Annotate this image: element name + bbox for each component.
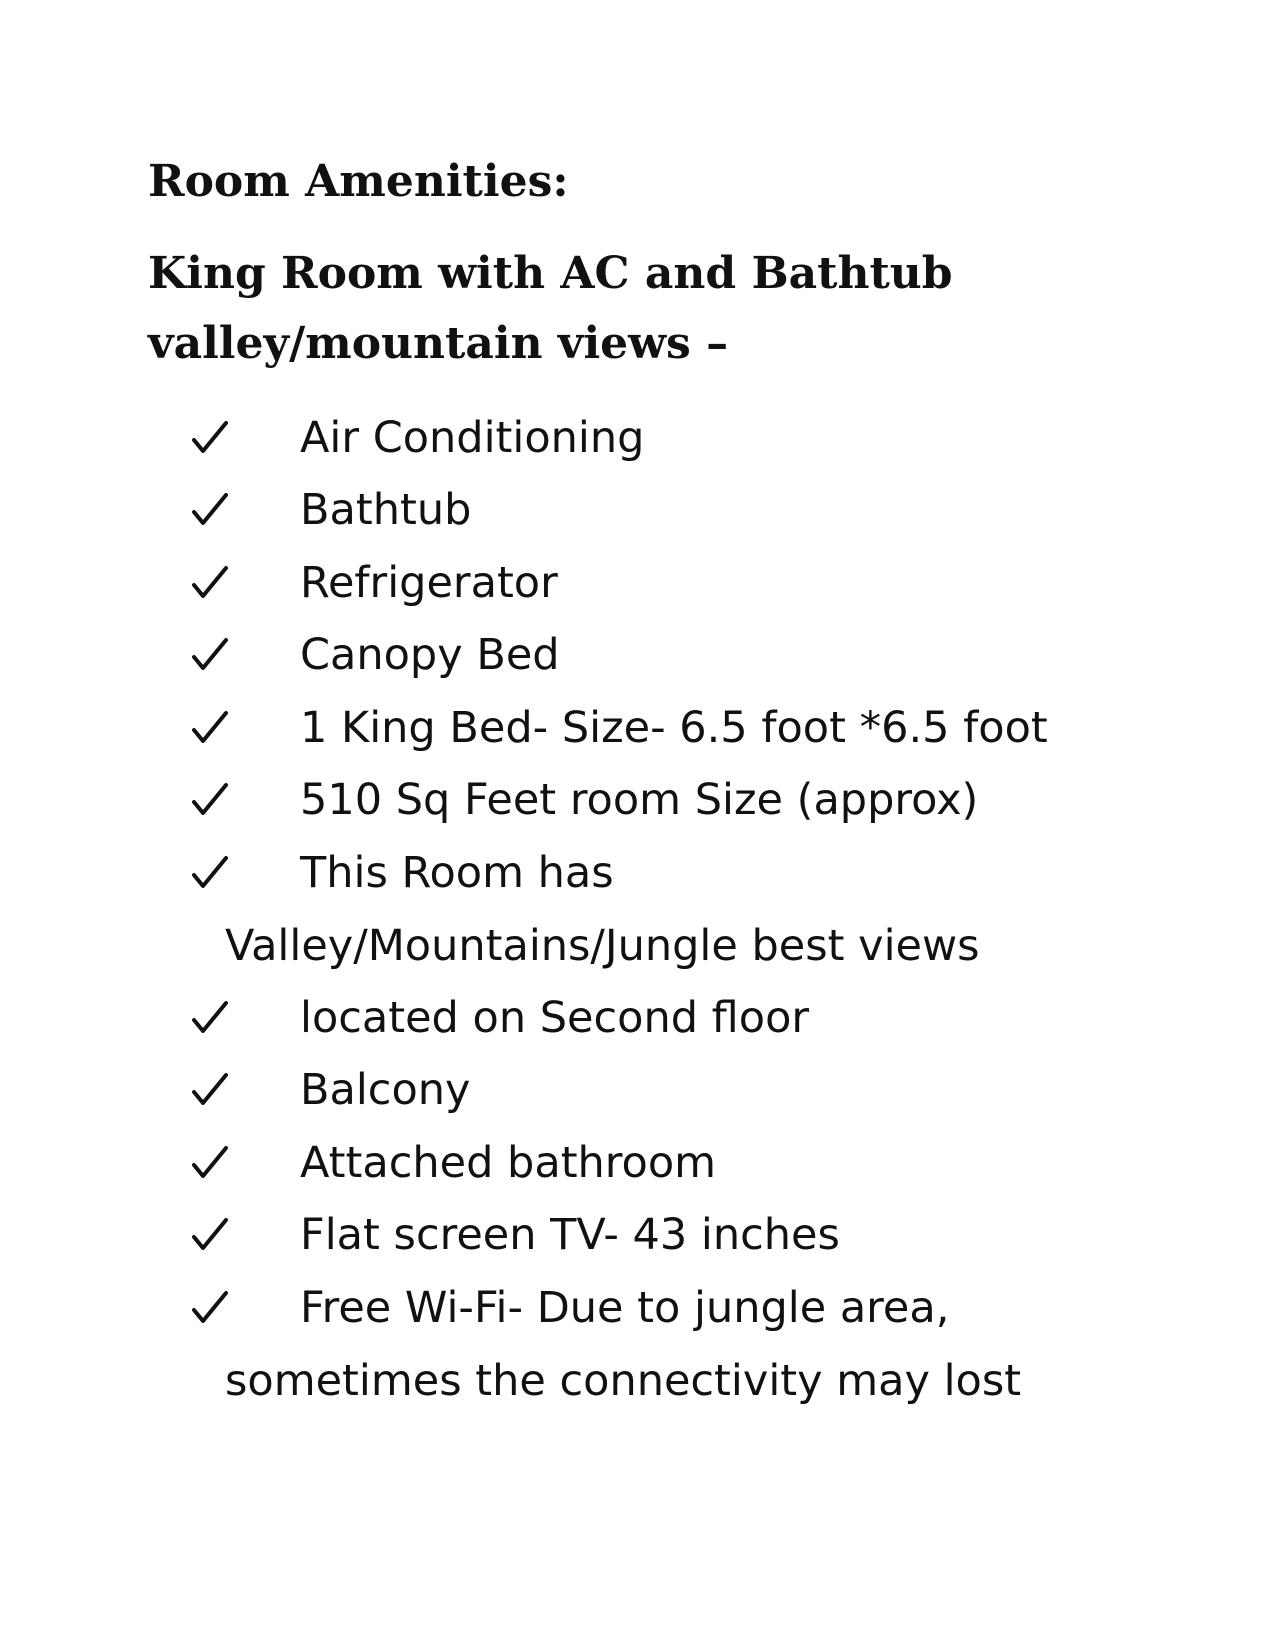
amenity-item [0, 770, 1275, 830]
check-mark-icon [190, 490, 230, 530]
amenity-text: Air Conditioning [300, 413, 645, 463]
check-mark-icon [190, 780, 230, 820]
check-mark-icon [190, 418, 230, 458]
amenity-continuation-text: Valley/Mountains/Jungle best views [225, 921, 980, 971]
amenity-text: Balcony [300, 1065, 471, 1115]
check-mark-icon [190, 1070, 230, 1110]
page-title: Room Amenities: [148, 156, 569, 207]
amenity-item [0, 1278, 1275, 1406]
amenity-text: 1 King Bed- Size- 6.5 foot *6.5 foot [300, 703, 1048, 753]
amenity-text: Free Wi-Fi- Due to jungle area, [300, 1283, 950, 1333]
check-mark-icon [190, 1215, 230, 1255]
amenity-item [0, 480, 1275, 540]
amenity-item [0, 843, 1275, 971]
check-mark-icon [190, 563, 230, 603]
amenity-item [0, 988, 1275, 1048]
amenity-item [0, 1205, 1275, 1265]
amenity-item [0, 1133, 1275, 1193]
room-view-heading: valley/mountain views – [148, 318, 729, 369]
amenity-item [0, 553, 1275, 613]
check-mark-icon [190, 1288, 230, 1328]
amenity-text: Bathtub [300, 485, 472, 535]
amenity-text: This Room has [300, 848, 614, 898]
check-mark-icon [190, 1143, 230, 1183]
amenity-item [0, 408, 1275, 468]
amenity-text: located on Second floor [300, 993, 810, 1043]
amenity-item [0, 1060, 1275, 1120]
check-mark-icon [190, 853, 230, 893]
amenity-text: Flat screen TV- 43 inches [300, 1210, 840, 1260]
amenity-text: Canopy Bed [300, 630, 560, 680]
check-mark-icon [190, 708, 230, 748]
check-mark-icon [190, 635, 230, 675]
amenity-text: 510 Sq Feet room Size (approx) [300, 775, 979, 825]
amenity-item [0, 625, 1275, 685]
check-mark-icon [190, 998, 230, 1038]
amenity-text: Refrigerator [300, 558, 558, 608]
amenity-text: Attached bathroom [300, 1138, 717, 1188]
amenity-continuation-text: sometimes the connectivity may lost [225, 1356, 1022, 1406]
amenity-item [0, 698, 1275, 758]
room-type-heading: King Room with AC and Bathtub [148, 248, 953, 299]
